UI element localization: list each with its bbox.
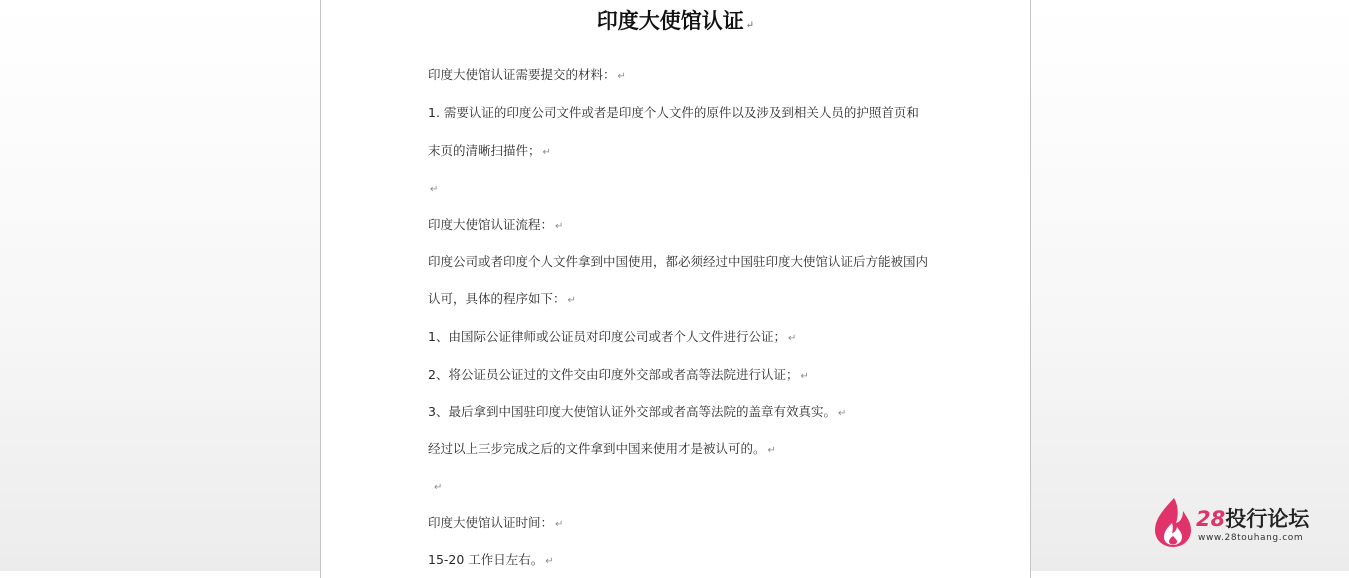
paragraph-mark: ↵ <box>837 408 847 419</box>
paragraph-text: 印度大使馆认证流程： <box>428 217 554 232</box>
paragraph-mark: ↵ <box>617 71 626 82</box>
paragraph-mark: ↵ <box>545 556 554 567</box>
paragraph-mark: ↵ <box>745 20 755 31</box>
paragraph-text: 经过以上三步完成之后的文件拿到中国来使用才是被认可的。 <box>428 441 766 456</box>
paragraph <box>428 66 948 86</box>
paragraph-text: 3、最后拿到中国驻印度大使馆认证外交部或者高等法院的盖章有效真实。 <box>428 404 836 419</box>
paragraph <box>428 290 948 310</box>
paragraph-mark: ↵ <box>555 519 564 530</box>
flame-logo-icon <box>1152 496 1194 548</box>
logo-url: www.28touhang.com <box>1198 533 1304 543</box>
paragraph <box>428 142 948 162</box>
paragraph-text: 印度公司或者印度个人文件拿到中国使用，都必须经过中国驻印度大使馆认证后方能被国内 <box>428 254 929 269</box>
paragraph <box>432 477 952 497</box>
paragraph-mark: ↵ <box>555 221 564 232</box>
paragraph-mark: ↵ <box>542 147 551 158</box>
paragraph-text: 1、由国际公证律师或公证员对印度公司或者个人文件进行公证； <box>428 329 786 344</box>
paragraph <box>428 328 948 348</box>
paragraph-mark: ↵ <box>434 482 443 493</box>
paragraph-text: 末页的清晰扫描件； <box>428 143 541 158</box>
paragraph-text: 1. 需要认证的印度公司文件或者是印度个人文件的原件以及涉及到相关人员的护照首页和 <box>428 105 919 120</box>
logo-number: 28 <box>1196 507 1226 531</box>
paragraph <box>428 551 948 571</box>
paragraph-mark: ↵ <box>430 184 439 195</box>
paragraph <box>428 440 948 460</box>
site-watermark-logo <box>1152 496 1332 548</box>
paragraph-text: 认可，具体的程序如下： <box>428 291 566 306</box>
paragraph-mark: ↵ <box>567 295 576 306</box>
paragraph-text: 2、将公证员公证过的文件交由印度外交部或者高等法院进行认证； <box>428 367 799 382</box>
document-title-text: 印度大使馆认证 <box>596 8 744 33</box>
paragraph <box>428 216 948 236</box>
document-page <box>320 0 1031 578</box>
document-title <box>321 6 1030 41</box>
paragraph <box>428 514 948 534</box>
logo-title <box>1196 506 1309 532</box>
paragraph-text: 印度大使馆认证需要提交的材料： <box>428 67 616 82</box>
paragraph <box>428 403 948 423</box>
paragraph-text: 15-20 工作日左右。 <box>428 552 544 567</box>
paragraph-text: 印度大使馆认证时间： <box>428 515 554 530</box>
paragraph-mark: ↵ <box>767 445 776 456</box>
paragraph <box>428 104 948 122</box>
logo-name: 投行论坛 <box>1225 507 1310 531</box>
paragraph <box>428 179 948 199</box>
paragraph-mark: ↵ <box>800 371 809 382</box>
paragraph-mark: ↵ <box>787 333 797 344</box>
paragraph <box>428 366 948 386</box>
paragraph <box>428 253 948 271</box>
